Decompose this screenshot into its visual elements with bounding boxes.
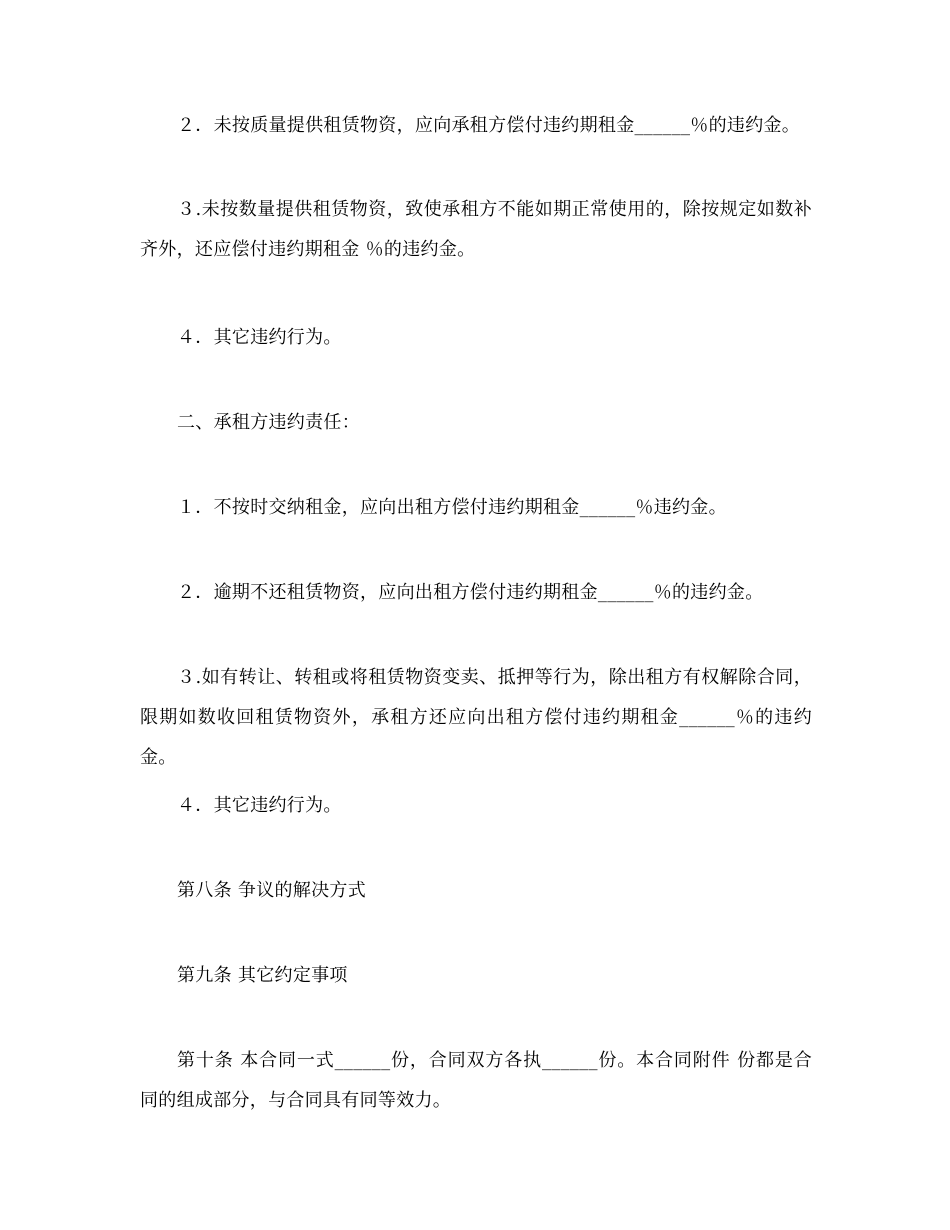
article-10-copies: 第十条 本合同一式______份，合同双方各执______份。本合同附件 份都是合同的组成部分，与合同具有同等效力。	[140, 1050, 812, 1111]
paragraph-lessor-other-breach: ４．其它违约行为。	[177, 327, 342, 348]
article-9-other-matters: 第九条 其它约定事项	[177, 965, 348, 986]
paragraph-lessor-quality-penalty: ２．未按质量提供租赁物资，应向承租方偿付违约期租金______％的违约金。	[177, 115, 801, 136]
paragraph-lessee-transfer-penalty: ３.如有转让、转租或将租赁物资变卖、抵押等行为，除出租方有权解除合同，限期如数收回租赁物资外，承租方还应向出租方偿付违约期租金______％的违约金。	[140, 667, 812, 768]
paragraph-lessee-other-breach: ４．其它违约行为。	[177, 795, 342, 816]
section-heading-lessee-liability: 二、承租方违约责任：	[177, 412, 360, 433]
paragraph-lessee-overdue-return: ２．逾期不还租赁物资，应向出租方偿付违约期租金______％的违约金。	[177, 582, 764, 603]
article-8-dispute-resolution: 第八条 争议的解决方式	[177, 880, 367, 901]
paragraph-lessee-late-rent: １．不按时交纳租金，应向出租方偿付违约期租金______％违约金。	[177, 497, 727, 518]
paragraph-lessor-quantity-penalty: ３.未按数量提供租赁物资，致使承租方不能如期正常使用的，除按规定如数补齐外，还应偿付违约期租金 ％的违约金。	[140, 199, 812, 260]
